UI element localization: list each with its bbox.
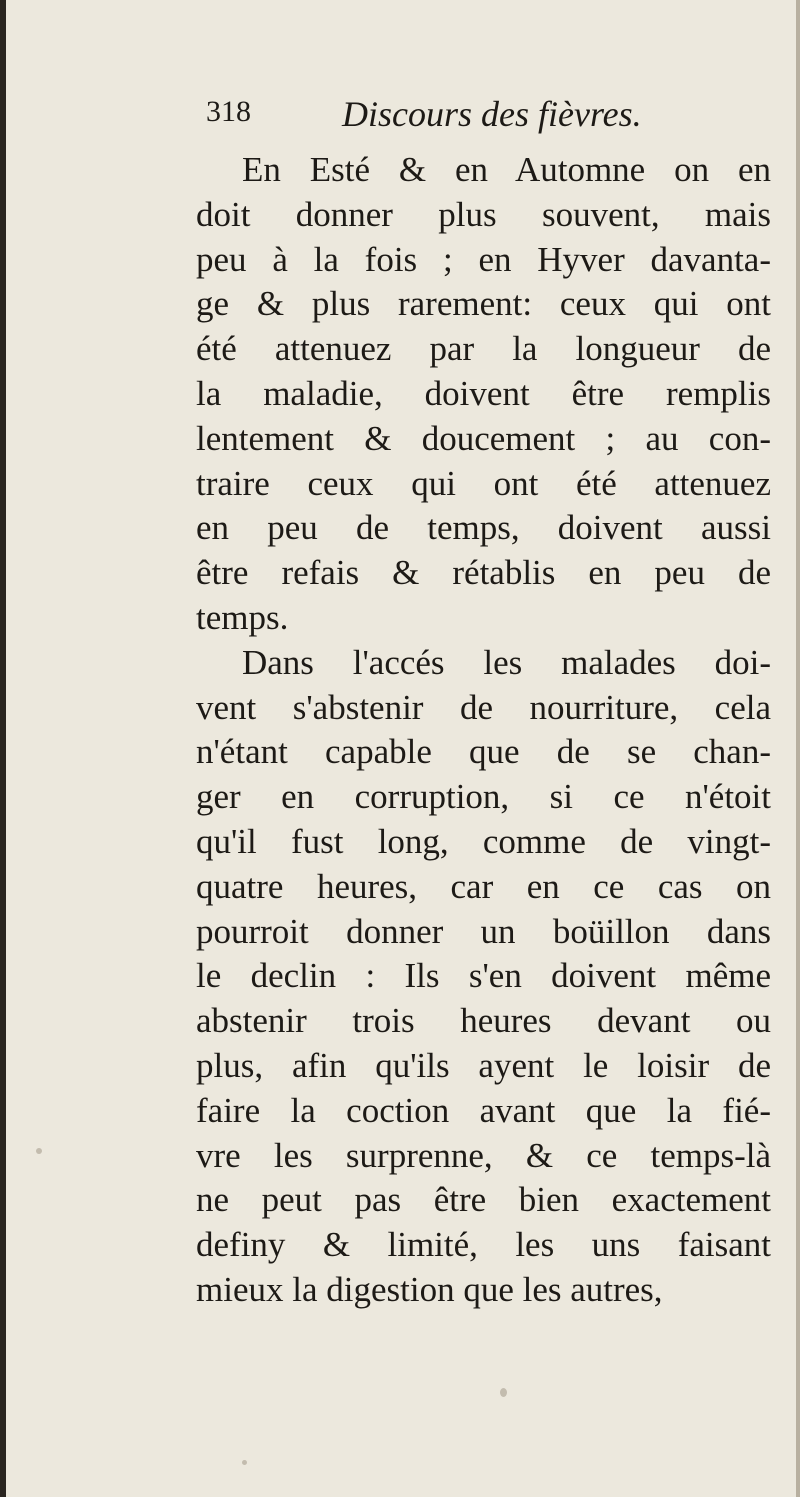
text-line: n'étant capable que de se chan- xyxy=(196,732,771,772)
text-line: abstenir trois heures devant ou xyxy=(196,1001,771,1041)
paper-spot xyxy=(500,1388,507,1397)
text-line: la maladie, doivent être remplis xyxy=(196,373,771,413)
text-line: plus, afin qu'ils ayent le loisir de xyxy=(196,1045,771,1085)
text-line: ger en corruption, si ce n'étoit xyxy=(196,777,771,817)
text-line: doit donner plus souvent, mais xyxy=(196,194,771,234)
text-line: ne peut pas être bien exactement xyxy=(196,1180,771,1220)
text-line: mieux la digestion que les autres, xyxy=(196,1269,663,1309)
paper-spot xyxy=(242,1460,247,1465)
text-line: Dans l'accés les malades doi- xyxy=(242,642,771,682)
running-title: Discours des fièvres. xyxy=(342,94,642,134)
text-line: faire la coction avant que la fié- xyxy=(196,1090,771,1130)
text-line: definy & limité, les uns faisant xyxy=(196,1225,771,1265)
page-header xyxy=(206,95,766,145)
text-line: qu'il fust long, comme de vingt- xyxy=(196,821,771,861)
paragraph-container xyxy=(196,148,771,1313)
text-line: lentement & doucement ; au con- xyxy=(196,418,771,458)
text-line: été attenuez par la longueur de xyxy=(196,329,771,369)
text-line: le declin : Ils s'en doivent même xyxy=(196,956,771,996)
text-line: ge & plus rarement: ceux qui ont xyxy=(196,284,771,324)
text-line: en peu de temps, doivent aussi xyxy=(196,508,771,548)
text-line: être refais & rétablis en peu de xyxy=(196,553,771,593)
paragraph xyxy=(196,148,771,641)
text-line: peu à la fois ; en Hyver davanta- xyxy=(196,239,771,279)
text-line: En Esté & en Automne on en xyxy=(242,150,771,189)
text-line: vent s'abstenir de nourriture, cela xyxy=(196,687,771,727)
text-line: vre les surprenne, & ce temps-là xyxy=(196,1135,771,1175)
text-line: pourroit donner un boüillon dans xyxy=(196,911,771,951)
paragraph xyxy=(196,641,771,1313)
text-line: traire ceux qui ont été attenuez xyxy=(196,463,771,503)
body-text xyxy=(196,148,771,1313)
page-number: 318 xyxy=(206,95,251,128)
text-line: temps. xyxy=(196,597,289,637)
paper-spot xyxy=(36,1148,42,1154)
text-line: quatre heures, car en ce cas on xyxy=(196,866,771,906)
